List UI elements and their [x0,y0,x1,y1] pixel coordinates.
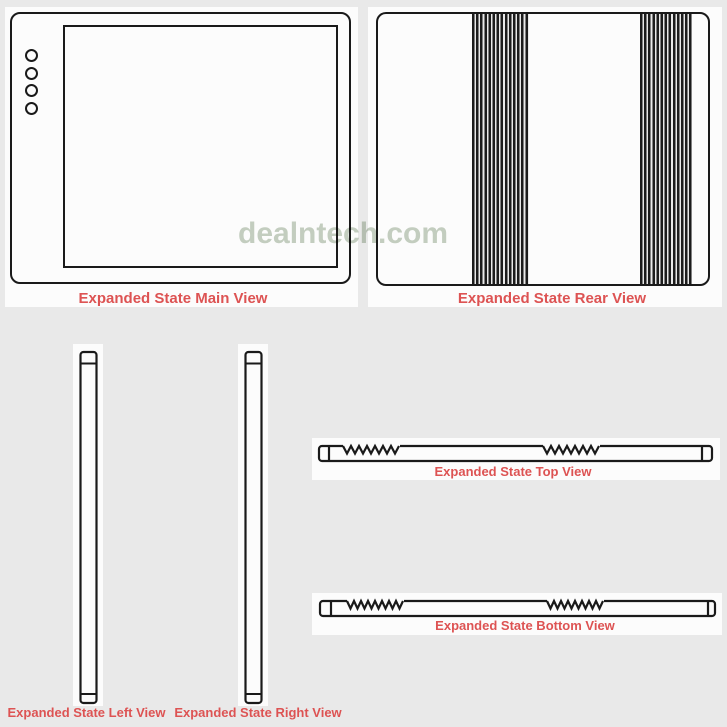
camera-dot-4 [25,102,38,115]
hinge-band-right [640,14,692,284]
left-view-figure [73,344,103,706]
bottom-view-label: Expanded State Bottom View [435,618,615,633]
top-view-label: Expanded State Top View [434,464,592,479]
hinge-band-left [472,14,529,284]
right-side-profile-drawing [238,344,268,706]
rear-view-label: Expanded State Rear View [457,290,647,307]
left-view-label: Expanded State Left View [7,705,166,720]
camera-dot-1 [25,49,38,62]
left-side-profile-drawing [73,344,103,706]
camera-dot-3 [25,84,38,97]
right-view-label: Expanded State Right View [174,705,342,720]
camera-dot-2 [25,67,38,80]
right-view-figure [238,344,268,706]
main-view-label: Expanded State Main View [78,290,268,307]
main-view-panel [5,7,358,307]
rear-view-panel [368,7,722,307]
watermark-text: dealntech.com [238,217,449,250]
